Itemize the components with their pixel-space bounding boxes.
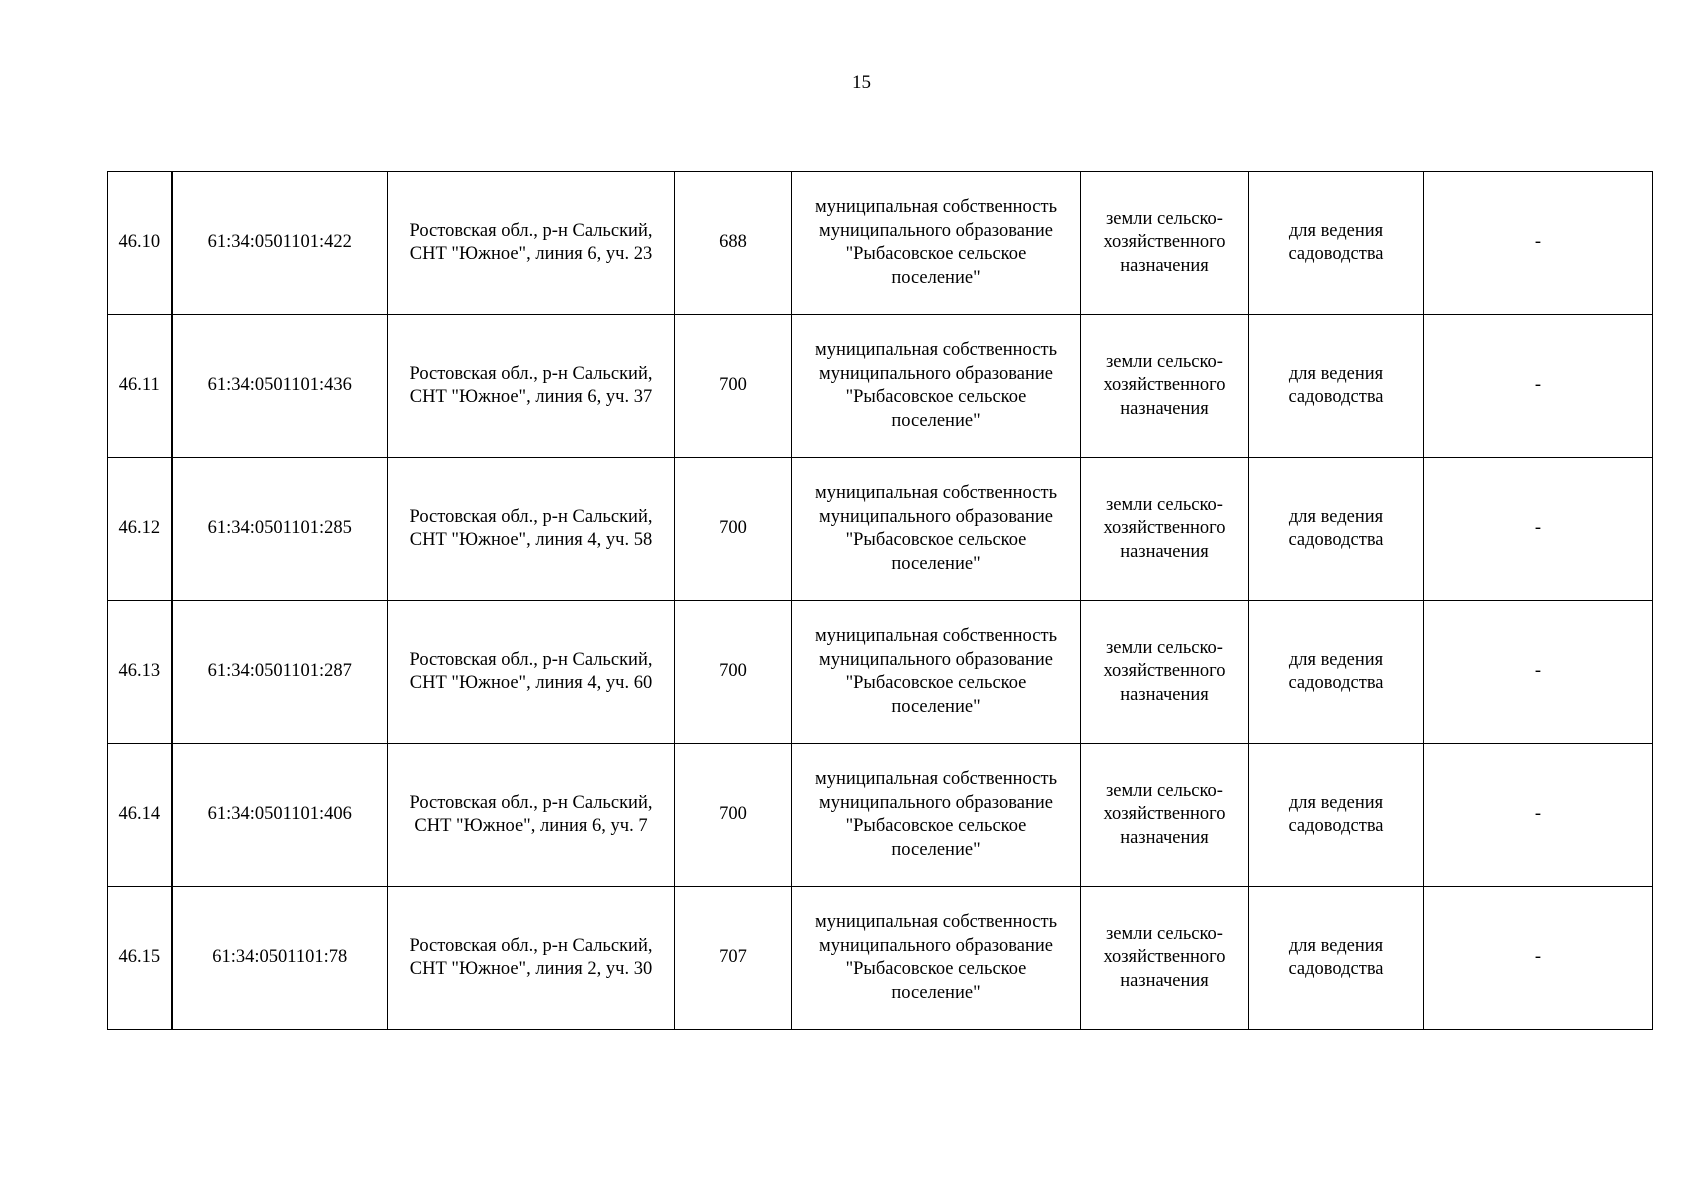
permitted-use-cell xyxy=(1249,744,1424,887)
land-category-cell xyxy=(1081,458,1249,601)
land-category-cell xyxy=(1081,315,1249,458)
ownership-line: поселение" xyxy=(891,410,981,431)
category-line: назначения xyxy=(1120,398,1209,419)
ownership-line: муниципального образование xyxy=(819,649,1053,670)
address-line: Ростовская обл., р-н Сальский, xyxy=(409,506,653,527)
row-number-cell: 46.15 xyxy=(108,887,172,1030)
category-line: земли сельско- xyxy=(1106,351,1223,372)
ownership-line: муниципального образование xyxy=(819,506,1053,527)
cadastral-number-cell: 61:34:0501101:287 xyxy=(172,601,388,744)
address-line: СНТ "Южное", линия 2, уч. 30 xyxy=(409,959,653,979)
category-line: хозяйственного xyxy=(1103,518,1226,539)
ownership-line: поселение" xyxy=(891,267,981,288)
category-line: земли сельско- xyxy=(1106,637,1223,658)
ownership-line: поселение" xyxy=(891,982,981,1003)
ownership-line: муниципального образование xyxy=(819,792,1053,813)
table-row xyxy=(108,601,1653,744)
address-line: Ростовская обл., р-н Сальский, xyxy=(409,649,653,670)
area-cell: 700 xyxy=(675,744,792,887)
cadastral-number-cell: 61:34:0501101:285 xyxy=(172,458,388,601)
address-line: СНТ "Южное", линия 6, уч. 23 xyxy=(409,244,653,264)
usage-line: для ведения xyxy=(1288,649,1384,670)
area-cell: 700 xyxy=(675,458,792,601)
ownership-line: "Рыбасовское сельское xyxy=(845,816,1027,836)
ownership-line: поселение" xyxy=(891,696,981,717)
ownership-cell xyxy=(792,744,1081,887)
area-cell: 700 xyxy=(675,315,792,458)
permitted-use-cell xyxy=(1249,315,1424,458)
permitted-use-cell xyxy=(1249,887,1424,1030)
ownership-line: муниципального образование xyxy=(819,363,1053,384)
ownership-line: поселение" xyxy=(891,553,981,574)
usage-line: для ведения xyxy=(1288,506,1384,527)
row-number-cell: 46.14 xyxy=(108,744,172,887)
address-cell xyxy=(388,601,675,744)
ownership-line: "Рыбасовское сельское xyxy=(845,530,1027,550)
table-row xyxy=(108,458,1653,601)
ownership-line: "Рыбасовское сельское xyxy=(845,244,1027,264)
address-line: СНТ "Южное", линия 4, уч. 58 xyxy=(409,530,653,550)
table-row xyxy=(108,315,1653,458)
note-cell: - xyxy=(1424,601,1653,744)
usage-line: садоводства xyxy=(1288,244,1384,264)
land-category-cell xyxy=(1081,887,1249,1030)
table-row xyxy=(108,172,1653,315)
table-row xyxy=(108,744,1653,887)
usage-line: садоводства xyxy=(1288,673,1384,693)
area-cell: 688 xyxy=(675,172,792,315)
ownership-line: "Рыбасовское сельское xyxy=(845,673,1027,693)
category-line: хозяйственного xyxy=(1103,661,1226,682)
usage-line: садоводства xyxy=(1288,816,1384,836)
address-line: СНТ "Южное", линия 6, уч. 37 xyxy=(409,387,653,407)
ownership-line: муниципальная собственность xyxy=(815,340,1057,360)
category-line: назначения xyxy=(1120,684,1209,705)
category-line: земли сельско- xyxy=(1106,923,1223,944)
area-cell: 700 xyxy=(675,601,792,744)
table-row xyxy=(108,887,1653,1030)
cadastral-number-cell: 61:34:0501101:78 xyxy=(172,887,388,1030)
ownership-cell xyxy=(792,458,1081,601)
category-line: земли сельско- xyxy=(1106,208,1223,229)
ownership-cell xyxy=(792,601,1081,744)
note-cell: - xyxy=(1424,744,1653,887)
row-number-cell: 46.13 xyxy=(108,601,172,744)
category-line: земли сельско- xyxy=(1106,494,1223,515)
cadastral-number-cell: 61:34:0501101:406 xyxy=(172,744,388,887)
cadastral-number-cell: 61:34:0501101:436 xyxy=(172,315,388,458)
page-number: 15 xyxy=(852,72,871,93)
permitted-use-cell xyxy=(1249,601,1424,744)
address-cell xyxy=(388,172,675,315)
permitted-use-cell xyxy=(1249,172,1424,315)
ownership-line: муниципальная собственность xyxy=(815,626,1057,646)
note-cell: - xyxy=(1424,172,1653,315)
row-number-cell: 46.10 xyxy=(108,172,172,315)
ownership-line: муниципального образование xyxy=(819,220,1053,241)
note-cell: - xyxy=(1424,315,1653,458)
category-line: назначения xyxy=(1120,970,1209,991)
cadastral-number-cell: 61:34:0501101:422 xyxy=(172,172,388,315)
address-line: СНТ "Южное", линия 6, уч. 7 xyxy=(414,816,648,836)
category-line: хозяйственного xyxy=(1103,232,1226,253)
address-line: Ростовская обл., р-н Сальский, xyxy=(409,935,653,956)
ownership-cell xyxy=(792,887,1081,1030)
category-line: назначения xyxy=(1120,541,1209,562)
address-cell xyxy=(388,315,675,458)
usage-line: садоводства xyxy=(1288,387,1384,407)
category-line: хозяйственного xyxy=(1103,947,1226,968)
ownership-line: муниципальная собственность xyxy=(815,197,1057,217)
ownership-line: поселение" xyxy=(891,839,981,860)
land-plot-table xyxy=(107,171,1653,1030)
ownership-line: муниципального образование xyxy=(819,935,1053,956)
address-line: Ростовская обл., р-н Сальский, xyxy=(409,220,653,241)
permitted-use-cell xyxy=(1249,458,1424,601)
area-cell: 707 xyxy=(675,887,792,1030)
address-line: Ростовская обл., р-н Сальский, xyxy=(409,363,653,384)
land-category-cell xyxy=(1081,601,1249,744)
category-line: назначения xyxy=(1120,827,1209,848)
ownership-line: "Рыбасовское сельское xyxy=(845,387,1027,407)
row-number-cell: 46.11 xyxy=(108,315,172,458)
row-number-cell: 46.12 xyxy=(108,458,172,601)
usage-line: садоводства xyxy=(1288,959,1384,979)
ownership-line: муниципальная собственность xyxy=(815,483,1057,503)
usage-line: для ведения xyxy=(1288,363,1384,384)
category-line: хозяйственного xyxy=(1103,375,1226,396)
usage-line: для ведения xyxy=(1288,792,1384,813)
land-category-cell xyxy=(1081,172,1249,315)
note-cell: - xyxy=(1424,458,1653,601)
ownership-cell xyxy=(792,315,1081,458)
table-body xyxy=(108,172,1653,1030)
category-line: хозяйственного xyxy=(1103,804,1226,825)
address-cell xyxy=(388,887,675,1030)
address-line: Ростовская обл., р-н Сальский, xyxy=(409,792,653,813)
address-line: СНТ "Южное", линия 4, уч. 60 xyxy=(409,673,653,693)
ownership-line: "Рыбасовское сельское xyxy=(845,959,1027,979)
ownership-line: муниципальная собственность xyxy=(815,769,1057,789)
land-category-cell xyxy=(1081,744,1249,887)
category-line: земли сельско- xyxy=(1106,780,1223,801)
category-line: назначения xyxy=(1120,255,1209,276)
usage-line: для ведения xyxy=(1288,935,1384,956)
address-cell xyxy=(388,458,675,601)
note-cell: - xyxy=(1424,887,1653,1030)
ownership-line: муниципальная собственность xyxy=(815,912,1057,932)
usage-line: садоводства xyxy=(1288,530,1384,550)
address-cell xyxy=(388,744,675,887)
ownership-cell xyxy=(792,172,1081,315)
usage-line: для ведения xyxy=(1288,220,1384,241)
